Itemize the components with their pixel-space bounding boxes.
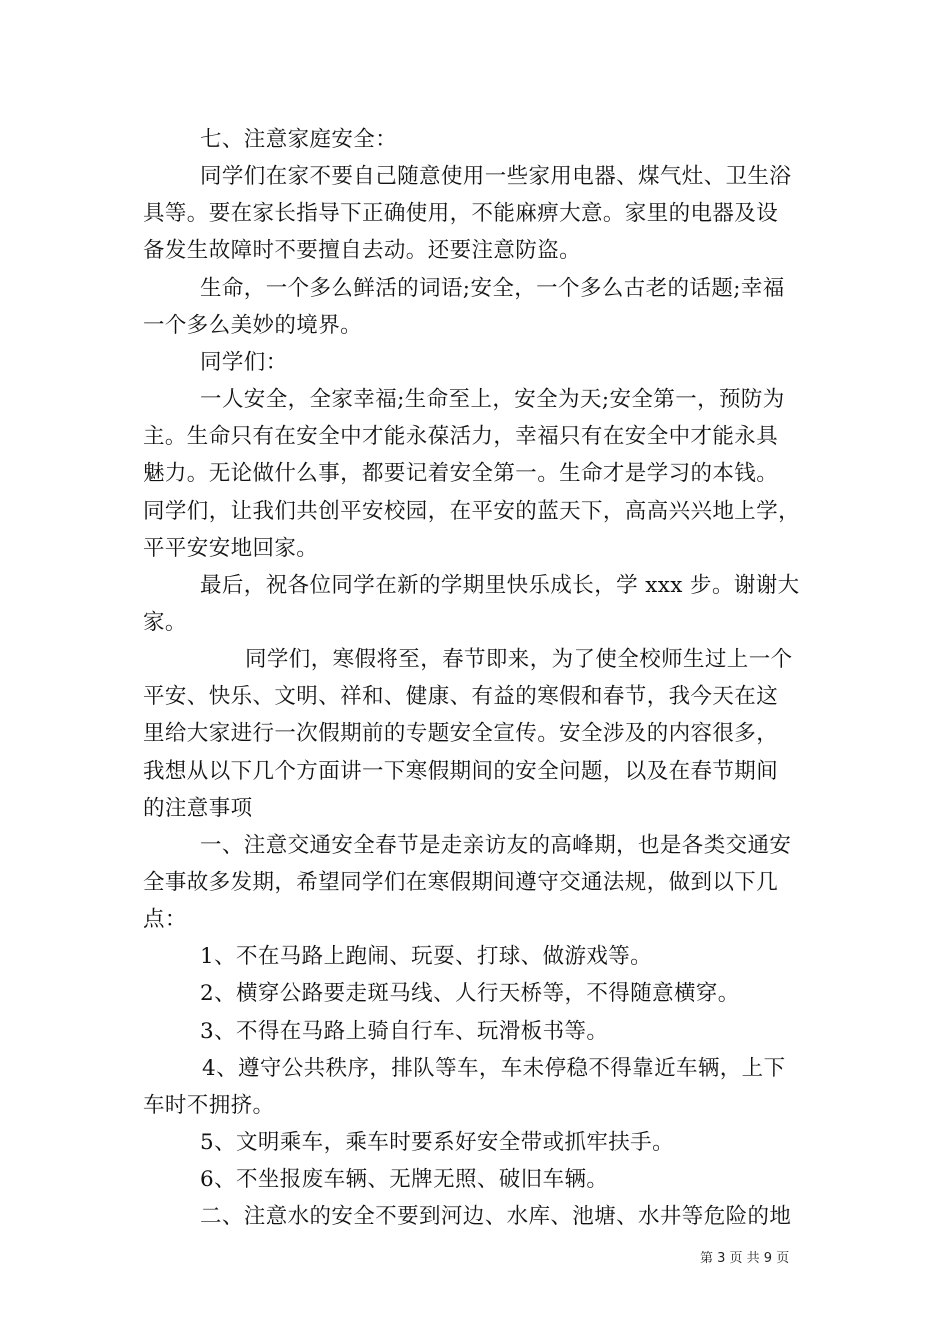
text-line: 具等。要在家长指导下正确使用，不能麻痹大意。家里的电器及设 (143, 201, 779, 226)
text-line: 5、文明乘车，乘车时要系好安全带或抓牢扶手。 (200, 1130, 674, 1155)
text-line: 1、不在马路上跑闹、玩耍、打球、做游戏等。 (200, 944, 653, 969)
text-line: 的注意事项 (143, 796, 253, 821)
text-line: 3、不得在马路上骑自行车、玩滑板书等。 (200, 1019, 609, 1044)
text-line: 家。 (143, 610, 187, 635)
text-line: 同学们，寒假将至，春节即来，为了使全校师生过上一个 (245, 647, 793, 672)
text-line: 二、注意水的安全不要到河边、水库、池塘、水井等危险的地 (200, 1204, 792, 1229)
text-line: 里给大家进行一次假期前的专题安全宣传。安全涉及的内容很多， (143, 721, 779, 746)
text-line: 七、注意家庭安全： (200, 127, 398, 152)
text-line: 6、不坐报废车辆、无牌无照、破旧车辆。 (200, 1167, 609, 1192)
text-line: 2、横穿公路要走斑马线、人行天桥等，不得随意横穿。 (200, 981, 740, 1006)
text-line: 主。生命只有在安全中才能永葆活力，幸福只有在安全中才能永具 (143, 424, 779, 449)
text-line: 我想从以下几个方面讲一下寒假期间的安全问题，以及在春节期间 (143, 759, 779, 784)
text-line: 点： (143, 907, 187, 932)
text-line: 一人安全，全家幸福;生命至上，安全为天;安全第一，预防为 (200, 387, 785, 412)
text-line: 魅力。无论做什么事，都要记着安全第一。生命才是学习的本钱。 (143, 461, 779, 486)
text-line: 一个多么美妙的境界。 (143, 313, 363, 338)
page-footer: 第 3 页 共 9 页 (700, 1251, 790, 1266)
text-line: 一、注意交通安全春节是走亲访友的高峰期，也是各类交通安 (200, 833, 792, 858)
text-line: 全事故多发期，希望同学们在寒假期间遵守交通法规，做到以下几 (143, 870, 779, 895)
text-line: 4、遵守公共秩序，排队等车，车未停稳不得靠近车辆，上下 (202, 1056, 786, 1081)
text-line: 平平安安地回家。 (143, 536, 319, 561)
text-line: 生命，一个多么鲜活的词语;安全，一个多么古老的话题;幸福 (200, 276, 785, 301)
text-line: 车时不拥挤。 (143, 1093, 275, 1118)
text-line: 备发生故障时不要擅自去动。还要注意防盗。 (143, 238, 582, 263)
text-line: 平安、快乐、文明、祥和、健康、有益的寒假和春节，我今天在这 (143, 684, 779, 709)
text-line: 同学们： (200, 350, 288, 375)
text-line: 同学们，让我们共创平安校园，在平安的蓝天下，高高兴兴地上学， (143, 499, 801, 524)
text-line: 最后，祝各位同学在新的学期里快乐成长，学 xxx 步。谢谢大 (200, 573, 800, 598)
text-line: 同学们在家不要自己随意使用一些家用电器、煤气灶、卫生浴 (200, 164, 792, 189)
